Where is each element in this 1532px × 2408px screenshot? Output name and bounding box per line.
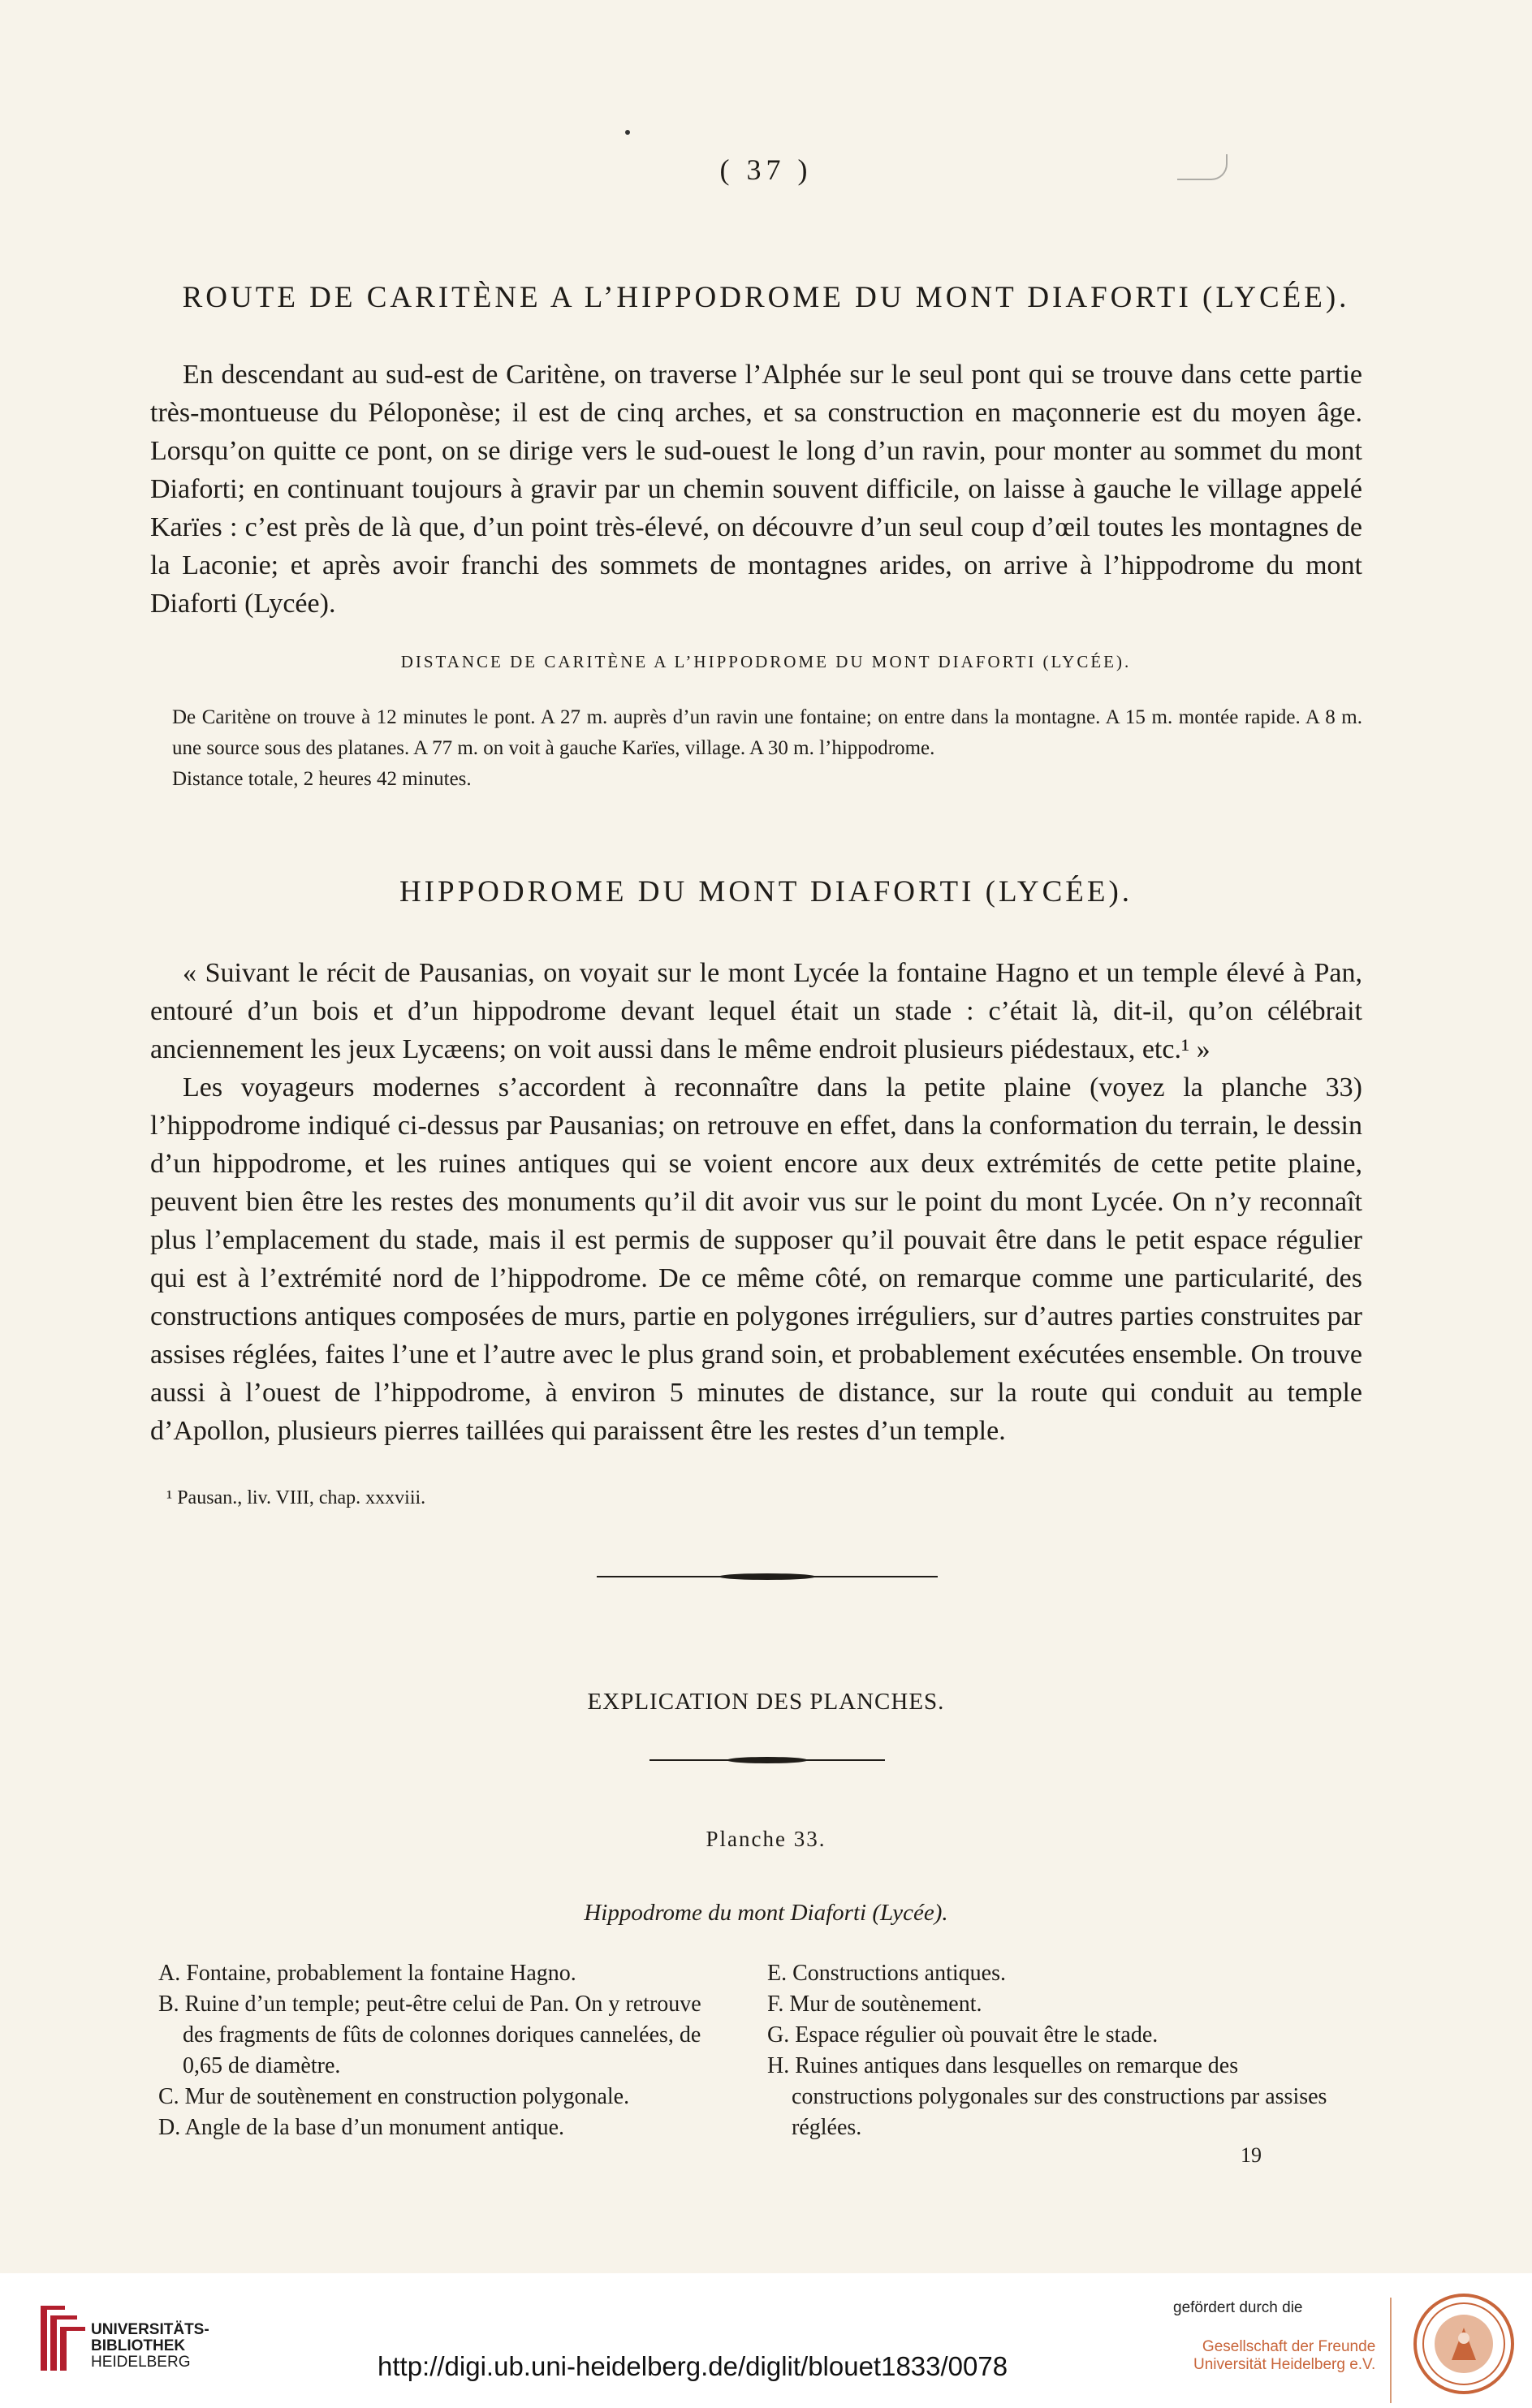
explication-title: EXPLICATION DES PLANCHES. — [587, 1689, 945, 1715]
digitization-footer — [0, 2273, 1532, 2408]
legend-left — [158, 1958, 731, 2143]
ornament-rule-small — [649, 1756, 885, 1766]
legend-item-f: F. Mur de soutènement. — [767, 1992, 982, 2017]
route-paragraph: En descendant au sud-est de Caritène, on traverse l’Alphée sur le seul pont qui se trouve dans cette partie très-montueuse du Péloponèse; il est de cinq arches, et sa construction en maçonnerie est du moyen âge. Lorsqu’on quitte ce pont, on se dirige vers le sud-ouest le long d’un ravin, pour monter au sommet du mont Diaforti; en continuant toujours à gravir par un chemin souvent difficile, on laisse à gauche le village appelé Karïes : c’est près de là que, d’un point très-élevé, on découvre d’un seul coup d’œil toutes les montagnes de la Laconie; et après avoir franchi des sommets de montagnes arides, on arrive à l’hippodrome du mont Diaforti (Lycée). — [150, 360, 1362, 619]
legend-item-a: A. Fontaine, probablement la fontaine Hagno. — [158, 1961, 576, 1986]
university-seal-icon — [1411, 2291, 1517, 2397]
distance-heading: DISTANCE DE CARITÈNE A L’HIPPODROME DU MONT DIAFORTI (LYCÉE). — [400, 652, 1132, 671]
section-title-hippodrome: HIPPODROME DU MONT DIAFORTI (LYCÉE). — [399, 875, 1133, 908]
ornament-rule — [597, 1573, 938, 1582]
library-name-line1: UNIVERSITÄTS- — [91, 2321, 209, 2338]
footer-divider — [1390, 2298, 1392, 2403]
section-title-route: ROUTE DE CARITÈNE A L’HIPPODROME DU MONT DIAFORTI (LYCÉE). — [182, 281, 1350, 314]
signature-mark: 19 — [1241, 2143, 1262, 2167]
pencil-mark — [1177, 154, 1228, 180]
permalink-url[interactable]: http://digi.ub.uni-heidelberg.de/diglit/blouet1833/0078 — [378, 2351, 1008, 2381]
legend-item-h: H. Ruines antiques dans lesquelles on remarque des constructions polygonales sur des constructions par assises réglées. — [767, 2053, 1327, 2140]
hippodrome-text-block — [150, 954, 1362, 1450]
route-paragraph-block — [150, 356, 1362, 623]
legend-item-d: D. Angle de la base d’un monument antique. — [158, 2115, 564, 2140]
planche-subtitle: Hippodrome du mont Diaforti (Lycée). — [584, 1900, 948, 1926]
legend-item-b: B. Ruine d’un temple; peut-être celui de Pan. On y retrouve des fragments de fûts de colonnes doriques cannelées, de 0,65 de diamètre. — [158, 1992, 701, 2078]
society-name — [1193, 2338, 1375, 2374]
legend-item-c: C. Mur de soutènement en construction polygonale. — [158, 2084, 630, 2109]
library-logo-icon — [32, 2298, 89, 2379]
legend-right — [767, 1958, 1356, 2143]
society-name-line2: Universität Heidelberg e.V. — [1193, 2356, 1376, 2373]
hippodrome-paragraph-2: Les voyageurs modernes s’accordent à reconnaître dans la petite plaine (voyez la planche 33) l’hippodrome indiqué ci-dessus par Pausanias; on retrouve en effet, dans la conformation du terrain, le dessin d’un hippodrome, et les ruines antiques qui se voient encore aux deux extrémités de cette petite plaine, peuvent bien être les restes des monuments qu’il dit avoir vus sur le point du mont Lycée. On n’y reconnaît plus l’emplacement du stade, mais il est permis de supposer qu’il pouvait être dans le petit espace régulier qui est à l’extrémité nord de l’hippodrome. De ce même côté, on remarque comme une particularité, des constructions antiques composées de murs, partie en polygones irréguliers, sur d’autres parties construites par assises réglées, faites l’une et l’autre avec le plus grand soin, et probablement exécutées ensemble. On trouve aussi à l’ouest de l’hippodrome, à environ 5 minutes de distance, sur la route qui conduit au temple d’Apollon, plusieurs pierres taillées qui paraissent être les restes d’un temple. — [150, 1072, 1362, 1446]
footnote: ¹ Pausan., liv. VIII, chap. xxxviii. — [166, 1487, 426, 1508]
distance-text: De Caritène on trouve à 12 minutes le pont. A 27 m. auprès d’un ravin une fontaine; on entre dans la montagne. A 15 m. montée rapide. A 8 m. une source sous des platanes. A 77 m. on voit à gauche Karïes, village. A 30 m. l’hippodrome. — [172, 706, 1362, 759]
distance-block — [172, 702, 1362, 795]
library-name — [91, 2322, 209, 2371]
library-name-line3: HEIDELBERG — [91, 2354, 191, 2371]
legend-item-e: E. Constructions antiques. — [767, 1961, 1006, 1986]
society-name-line1: Gesellschaft der Freunde — [1202, 2338, 1376, 2355]
legend-item-g: G. Espace régulier où pouvait être le stade. — [767, 2022, 1159, 2048]
funded-by-label: gefördert durch die — [1173, 2299, 1303, 2316]
planche-heading: Planche 33. — [706, 1827, 826, 1851]
ink-dot — [625, 130, 630, 135]
hippodrome-paragraph-1: « Suivant le récit de Pausanias, on voyait sur le mont Lycée la fontaine Hagno et un temple élevé à Pan, entouré d’un bois et d’un hippodrome devant lequel était un stade : c’était là, dit-il, qu’on célébrait anciennement les jeux Lycæens; on voit aussi dans le même endroit plusieurs piédestaux, etc.¹ » — [150, 958, 1362, 1064]
library-name-line2: BIBLIOTHEK — [91, 2337, 186, 2354]
page-number: ( 37 ) — [719, 153, 813, 186]
distance-total: Distance totale, 2 heures 42 minutes. — [172, 768, 472, 790]
